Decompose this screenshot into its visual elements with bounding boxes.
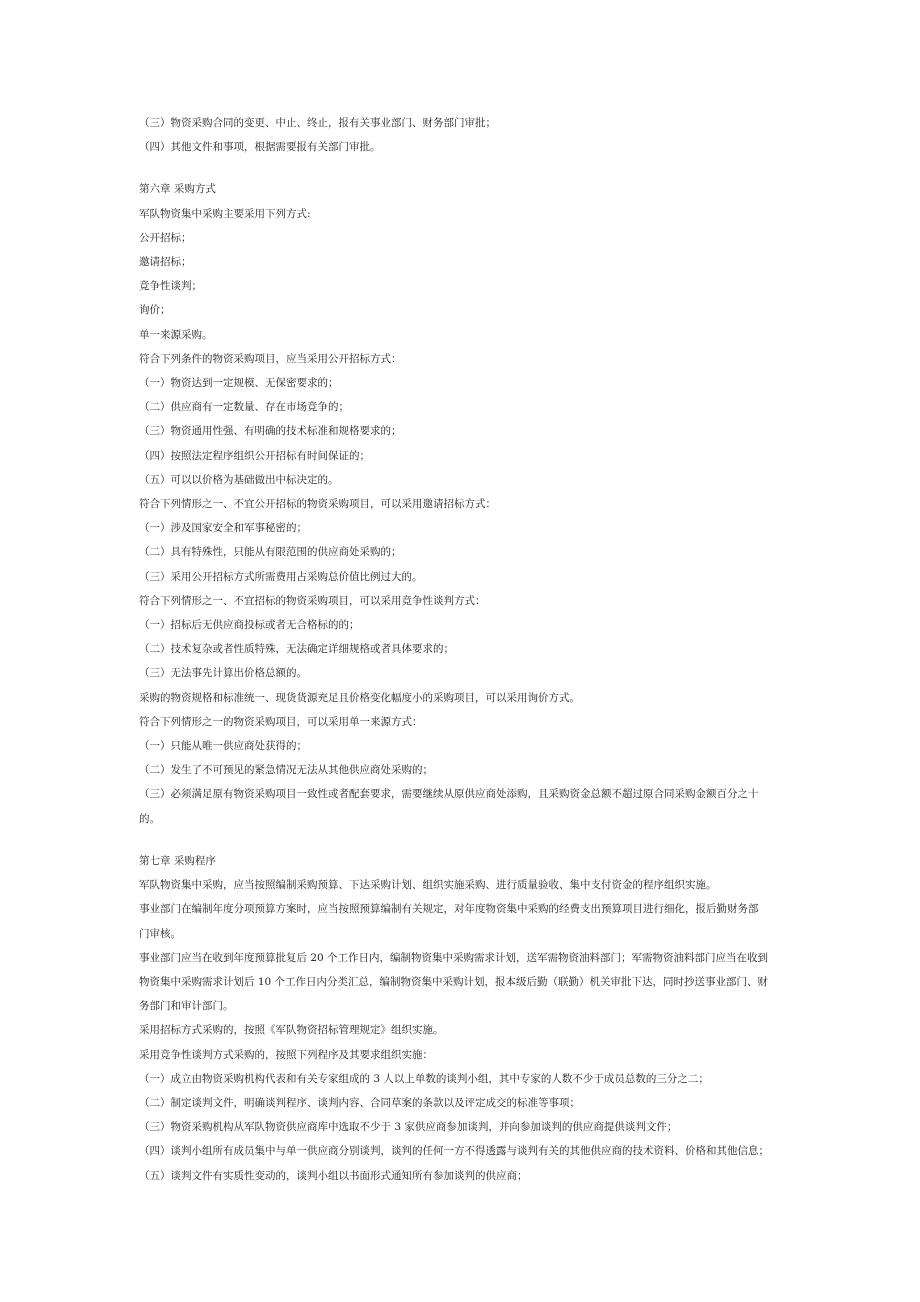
text-line: （三）物资采购合同的变更、中止、终止，报有关事业部门、财务部门审批；: [139, 117, 496, 129]
chapter-heading: 第七章 采购程序: [139, 854, 216, 867]
text-line: 事业部门应当在收到年度预算批复后 20 个工作日内，编制物资集中采购需求计划，送军需物资油料部门；军需物资油料部门应当在收到: [139, 951, 769, 964]
text-line: （四）其他文件和事项，根据需要报有关部门审批。: [139, 141, 381, 154]
text-line: （三）采用公开招标方式所需费用占采购总价值比例过大的。: [139, 570, 423, 583]
text-line: 符合下列情形之一、不宜招标的物资采购项目，可以采用竞争性谈判方式：: [139, 594, 486, 607]
text-line: 务部门和审计部门。: [139, 1000, 234, 1013]
text-line: （三）物资通用性强、有明确的技术标准和规格要求的；: [139, 425, 402, 438]
text-line: 物资集中采购需求计划后 10 个工作日内分类汇总，编制物资集中采购计划，报本级后勤（联勤）机关审批下达，同时抄送事业部门、财: [139, 975, 769, 988]
document-page: [139, 111, 784, 1188]
text-line: 门审核。: [139, 927, 181, 940]
text-line: 采用招标方式采购的，按照《军队物资招标管理规定》组织实施。: [139, 1024, 444, 1037]
text-line: （二）供应商有一定数量、存在市场竞争的；: [139, 401, 349, 414]
text-line: 询价；: [139, 304, 171, 317]
text-line: 军队物资集中采购，应当按照编制采购预算、下达采购计划、组织实施采购、进行质量验收、集中支付资金的程序组织实施。: [139, 879, 717, 892]
text-line: （四）按照法定程序组织公开招标有时间保证的；: [139, 449, 370, 462]
text-line: 采用竞争性谈判方式采购的，按照下列程序及其要求组织实施：: [139, 1048, 433, 1061]
text-line: （四）谈判小组所有成员集中与单一供应商分别谈判，谈判的任何一方不得透露与谈判有关的其他供应商的技术资料、价格和其他信息；: [139, 1145, 769, 1158]
text-line: （三）必须满足原有物资采购项目一致性或者配套要求，需要继续从原供应商处添购，且采购资金总额不超过原合同采购金额百分之十: [139, 788, 759, 801]
text-line: 事业部门在编制年度分项预算方案时，应当按照预算编制有关规定，对年度物资集中采购的经费支出预算项目进行细化，报后勤财务部: [139, 903, 759, 916]
text-line: （二）具有特殊性，只能从有限范围的供应商处采购的；: [139, 546, 402, 559]
text-line: 军队物资集中采购主要采用下列方式:: [139, 207, 311, 220]
text-line: （一）只能从唯一供应商处获得的；: [139, 740, 307, 753]
chapter-body: [139, 873, 784, 1188]
text-line: 采购的物资规格和标准统一、现货货源充足且价格变化幅度小的采购项目，可以采用询价方式。: [139, 691, 580, 704]
text-line: 竞争性谈判；: [139, 280, 202, 293]
text-line: （三）无法事先计算出价格总额的。: [139, 667, 307, 680]
text-line: （二）技术复杂或者性质特殊，无法确定详细规格或者具体要求的；: [139, 643, 454, 656]
text-line: （一）涉及国家安全和军事秘密的；: [139, 522, 307, 535]
text-line: 邀请招标；: [139, 256, 192, 269]
text-line: 符合下列情形之一、不宜公开招标的物资采购项目，可以采用邀请招标方式：: [139, 498, 496, 511]
chapter-heading: 第六章 采购方式: [139, 183, 216, 196]
text-line: 公开招标；: [139, 231, 192, 244]
text-line: （三）物资采购机构从军队物资供应商库中选取不少于 3 家供应商参加谈判，并向参加谈判的供应商提供谈判文件；: [139, 1121, 678, 1134]
text-line: 的。: [139, 812, 160, 825]
chapter-body: [139, 202, 784, 831]
text-line: （五）谈判文件有实质性变动的，谈判小组以书面形式通知所有参加谈判的供应商；: [139, 1169, 528, 1182]
text-line: 单一来源采购。: [139, 328, 213, 341]
text-line: （二）发生了不可预见的紧急情况无法从其他供应商处采购的；: [139, 764, 433, 777]
text-line: （二）制定谈判文件，明确谈判程序、谈判内容、合同草案的条款以及评定成交的标准等事项；: [139, 1096, 580, 1109]
text-line: （五）可以以价格为基础做出中标决定的。: [139, 473, 339, 486]
text-line: 符合下列条件的物资采购项目，应当采用公开招标方式：: [139, 352, 402, 365]
text-line: （一）物资达到一定规模、无保密要求的；: [139, 377, 339, 390]
text-line: （一）招标后无供应商投标或者无合格标的的；: [139, 619, 360, 632]
text-line: 符合下列情形之一的物资采购项目，可以采用单一来源方式：: [139, 715, 423, 728]
text-line: （一）成立由物资采购机构代表和有关专家组成的 3 人以上单数的谈判小组，其中专家的人数不少于成员总数的三分之二；: [139, 1072, 709, 1085]
